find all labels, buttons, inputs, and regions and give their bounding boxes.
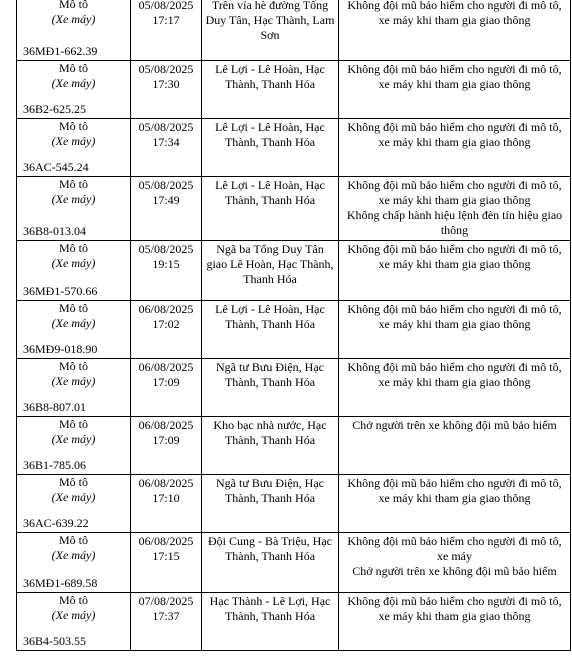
vehicle-cell (17, 61, 131, 119)
table-row (17, 61, 571, 119)
violation-description: Không chấp hành hiệu lệnh đèn tín hiệu giao thông (346, 208, 563, 237)
violation-time: 17:34 (152, 135, 180, 149)
violation-cell (339, 177, 571, 241)
license-plate: 36MĐ9-018.90 (23, 342, 98, 356)
table-row (17, 359, 571, 417)
datetime-cell (131, 241, 202, 301)
table-row (17, 301, 571, 359)
location-cell (202, 241, 339, 301)
datetime-cell (131, 61, 202, 119)
vehicle-cell (17, 301, 131, 359)
datetime-cell (131, 0, 202, 61)
violation-description: Không đội mũ bảo hiểm cho người đi mô tô, xe máy khi tham gia giao thông (347, 476, 562, 505)
violation-cell (339, 241, 571, 301)
location-cell (202, 301, 339, 359)
vehicle-cell (17, 593, 131, 651)
violation-time: 17:10 (152, 491, 180, 505)
vehicle-type: Mô tô (58, 593, 88, 607)
vehicle-cell (17, 475, 131, 533)
license-plate: 36MĐ1-570.66 (23, 284, 98, 298)
violation-location: Ngã tư Bưu Điện, Hạc Thành, Thanh Hóa (216, 476, 324, 505)
table-row (17, 533, 571, 593)
location-cell (202, 177, 339, 241)
violation-time: 17:17 (152, 13, 180, 27)
violation-cell (339, 533, 571, 593)
license-plate: 36MĐ1-689.58 (23, 576, 98, 590)
violation-location: Hạc Thành - Lê Lợi, Hạc Thành, Thanh Hóa (209, 594, 331, 623)
violation-date: 05/08/2025 (138, 178, 194, 192)
license-plate: 36AC-639.22 (23, 516, 89, 530)
violation-description: Không đội mũ bảo hiểm cho người đi mô tô, xe máy khi tham gia giao thông (347, 594, 562, 623)
violation-location: Ngã tư Bưu Điện, Hạc Thành, Thanh Hóa (216, 360, 324, 389)
location-cell (202, 61, 339, 119)
violation-time: 17:09 (152, 433, 180, 447)
violations-table-body (17, 0, 571, 651)
vehicle-type: Mô tô (58, 359, 88, 373)
violation-cell (339, 359, 571, 417)
violation-location: Đội Cung - Bà Triệu, Hạc Thành, Thanh Hóa (208, 534, 332, 563)
vehicle-cell (17, 417, 131, 475)
violation-date: 06/08/2025 (138, 360, 194, 374)
violation-cell (339, 475, 571, 533)
violation-cell (339, 417, 571, 475)
datetime-cell (131, 593, 202, 651)
vehicle-cell (17, 177, 131, 241)
violation-time: 17:15 (152, 549, 180, 563)
license-plate: 36AC-545.24 (23, 160, 89, 174)
violation-time: 17:02 (152, 317, 180, 331)
violation-description: Không đội mũ bảo hiểm cho người đi mô tô, xe máy (347, 534, 562, 563)
vehicle-cell (17, 119, 131, 177)
table-row (17, 241, 571, 301)
violations-table (16, 0, 571, 651)
vehicle-subtype: (Xe máy) (51, 432, 96, 446)
vehicle-type: Mô tô (58, 61, 88, 75)
violation-time: 17:37 (152, 609, 180, 623)
table-row (17, 119, 571, 177)
vehicle-cell (17, 533, 131, 593)
vehicle-type: Mô tô (58, 417, 88, 431)
license-plate: 36B4-503.55 (23, 634, 86, 648)
vehicle-cell (17, 0, 131, 61)
vehicle-subtype: (Xe máy) (51, 548, 96, 562)
datetime-cell (131, 417, 202, 475)
violation-date: 05/08/2025 (138, 0, 194, 12)
location-cell (202, 359, 339, 417)
violation-location: Kho bạc nhà nước, Hạc Thành, Thanh Hóa (213, 418, 327, 447)
violation-time: 17:49 (152, 193, 180, 207)
violation-time: 19:15 (152, 257, 180, 271)
violation-date: 06/08/2025 (138, 302, 194, 316)
license-plate: 36MĐ1-662.39 (23, 44, 98, 58)
violation-time: 17:09 (152, 375, 180, 389)
license-plate: 36B8-013.04 (23, 224, 86, 238)
location-cell (202, 0, 339, 61)
vehicle-subtype: (Xe máy) (51, 490, 96, 504)
violation-description: Không đội mũ bảo hiểm cho người đi mô tô, xe máy khi tham gia giao thông (347, 0, 562, 27)
violation-cell (339, 119, 571, 177)
violation-cell (339, 301, 571, 359)
violation-description: Không đội mũ bảo hiểm cho người đi mô tô, xe máy khi tham gia giao thông (347, 62, 562, 91)
vehicle-subtype: (Xe máy) (51, 192, 96, 206)
datetime-cell (131, 177, 202, 241)
datetime-cell (131, 475, 202, 533)
violation-location: Lê Lợi - Lê Hoàn, Hạc Thành, Thanh Hóa (215, 178, 325, 207)
vehicle-subtype: (Xe máy) (51, 12, 96, 26)
violation-date: 05/08/2025 (138, 120, 194, 134)
vehicle-type: Mô tô (58, 241, 88, 255)
location-cell (202, 533, 339, 593)
violation-location: Ngã ba Tống Duy Tân giao Lê Hoàn, Hạc Thành, Thanh Hóa (206, 242, 334, 286)
violation-time: 17:30 (152, 77, 180, 91)
violation-description: Không đội mũ bảo hiểm cho người đi mô tô, xe máy khi tham gia giao thông (347, 360, 562, 389)
vehicle-type: Mô tô (58, 301, 88, 315)
location-cell (202, 593, 339, 651)
table-row (17, 475, 571, 533)
vehicle-type: Mô tô (58, 475, 88, 489)
vehicle-cell (17, 359, 131, 417)
vehicle-type: Mô tô (58, 177, 88, 191)
violation-location: Lê Lợi - Lê Hoàn, Hạc Thành, Thanh Hóa (215, 62, 325, 91)
location-cell (202, 475, 339, 533)
vehicle-subtype: (Xe máy) (51, 374, 96, 388)
datetime-cell (131, 533, 202, 593)
table-row (17, 417, 571, 475)
violation-description: Không đội mũ bảo hiểm cho người đi mô tô, xe máy khi tham gia giao thông (347, 178, 562, 207)
violation-description: Chở người trên xe không đội mũ bảo hiểm (352, 418, 557, 432)
violation-cell (339, 61, 571, 119)
violation-description: Chở người trên xe không đội mũ bảo hiểm (352, 564, 557, 578)
table-row (17, 177, 571, 241)
violation-location: Trên vỉa hè đường Tống Duy Tân, Hạc Thành, Lam Sơn (205, 0, 335, 42)
violation-description: Không đội mũ bảo hiểm cho người đi mô tô, xe máy khi tham gia giao thông (347, 242, 562, 271)
vehicle-subtype: (Xe máy) (51, 608, 96, 622)
violation-date: 07/08/2025 (138, 594, 194, 608)
violation-date: 06/08/2025 (138, 476, 194, 490)
vehicle-type: Mô tô (58, 533, 88, 547)
violation-date: 05/08/2025 (138, 242, 194, 256)
datetime-cell (131, 119, 202, 177)
location-cell (202, 417, 339, 475)
datetime-cell (131, 359, 202, 417)
violation-cell (339, 593, 571, 651)
vehicle-subtype: (Xe máy) (51, 76, 96, 90)
violation-date: 05/08/2025 (138, 62, 194, 76)
violation-location: Lê Lợi - Lê Hoàn, Hạc Thành, Thanh Hóa (215, 120, 325, 149)
violation-description: Không đội mũ bảo hiểm cho người đi mô tô, xe máy khi tham gia giao thông (347, 120, 562, 149)
vehicle-subtype: (Xe máy) (51, 134, 96, 148)
vehicle-subtype: (Xe máy) (51, 316, 96, 330)
datetime-cell (131, 301, 202, 359)
license-plate: 36B8-807.01 (23, 400, 86, 414)
vehicle-cell (17, 241, 131, 301)
table-row (17, 0, 571, 61)
vehicle-type: Mô tô (58, 0, 88, 11)
violation-cell (339, 0, 571, 61)
license-plate: 36B1-785.06 (23, 458, 86, 472)
vehicle-subtype: (Xe máy) (51, 256, 96, 270)
violation-description: Không đội mũ bảo hiểm cho người đi mô tô, xe máy khi tham gia giao thông (347, 302, 562, 331)
table-row (17, 593, 571, 651)
location-cell (202, 119, 339, 177)
violation-date: 06/08/2025 (138, 418, 194, 432)
license-plate: 36B2-625.25 (23, 102, 86, 116)
violation-location: Lê Lợi - Lê Hoàn, Hạc Thành, Thanh Hóa (215, 302, 325, 331)
violation-date: 06/08/2025 (138, 534, 194, 548)
vehicle-type: Mô tô (58, 119, 88, 133)
